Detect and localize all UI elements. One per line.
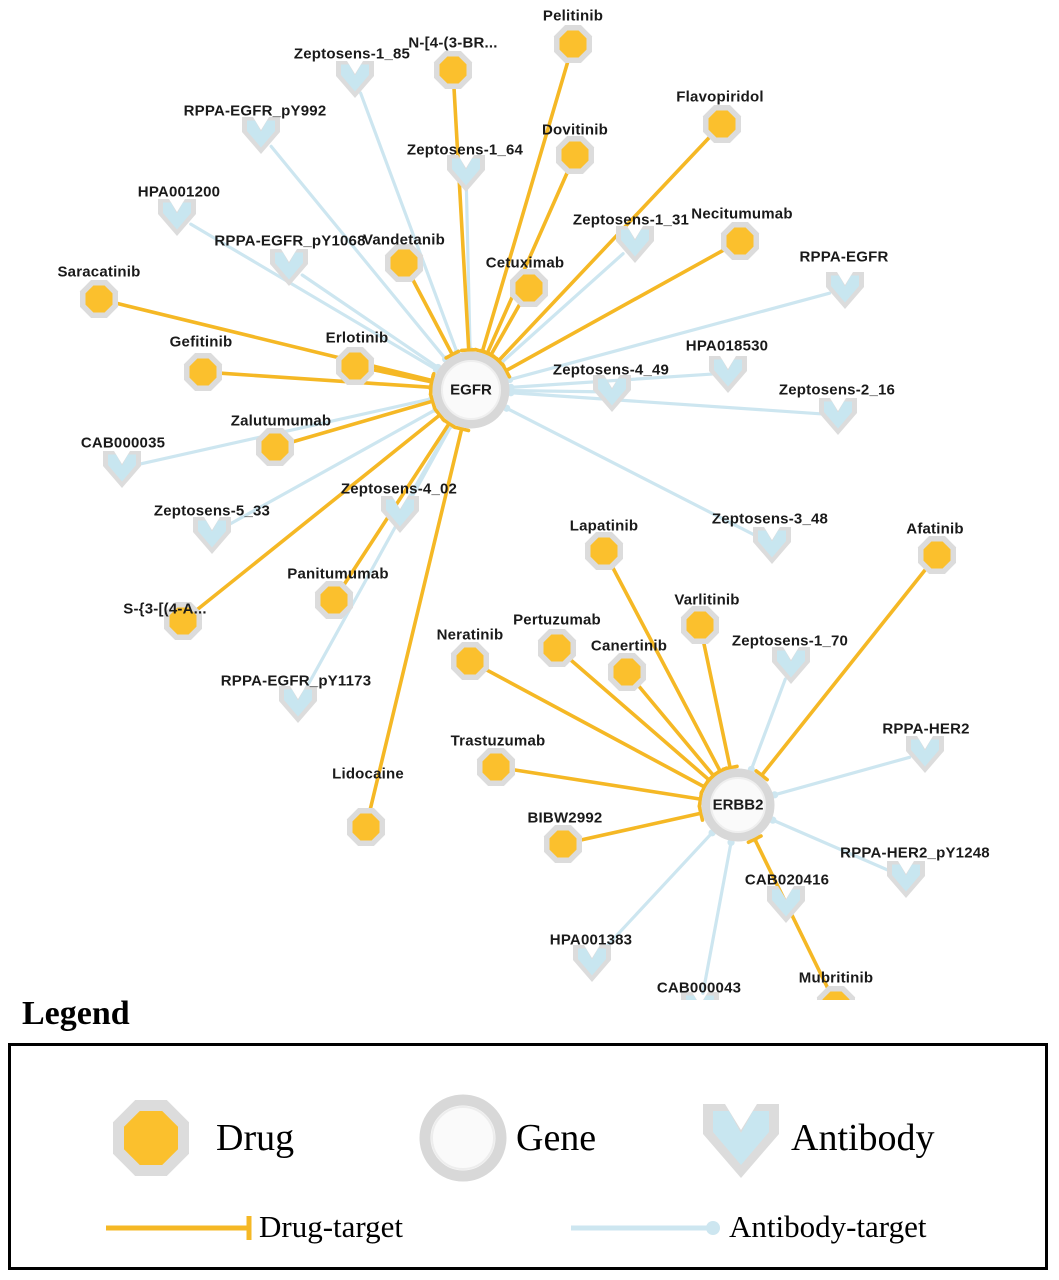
antibody-label: Zeptosens-1_70 <box>731 632 849 650</box>
antibody-node[interactable] <box>906 736 944 773</box>
drug-node[interactable] <box>256 428 294 466</box>
drug-label: Neratinib <box>436 626 504 644</box>
drug-label: Mubritinib <box>798 969 874 987</box>
drug-node[interactable] <box>703 105 741 143</box>
drug-label: N-[4-(3-BR... <box>408 34 498 52</box>
drug-node[interactable] <box>554 25 592 63</box>
legend-drug-icon <box>113 1100 189 1176</box>
antibody-label: Zeptosens-4_02 <box>340 480 458 498</box>
legend-drug-target-edge <box>106 1216 249 1240</box>
antibody-label: Zeptosens-4_49 <box>552 361 670 379</box>
drug-node[interactable] <box>538 629 576 667</box>
drug-label: Necitumumab <box>691 205 793 223</box>
antibody-label: Zeptosens-1_85 <box>293 45 411 63</box>
drug-label: Erlotinib <box>325 329 389 347</box>
antibody-label: RPPA-HER2 <box>882 720 970 738</box>
drug-node[interactable] <box>347 808 385 846</box>
legend-box <box>8 1043 1048 1270</box>
antibody-node[interactable] <box>193 517 231 554</box>
antibody-label: RPPA-EGFR <box>799 248 889 266</box>
drug-node[interactable] <box>477 748 515 786</box>
drug-label: Canertinib <box>590 637 668 655</box>
antibody-node[interactable] <box>753 527 791 564</box>
edge <box>748 679 786 773</box>
edge <box>476 59 569 353</box>
antibody-node[interactable] <box>709 356 747 393</box>
legend-label-gene: Gene <box>516 1117 597 1159</box>
antibody-label: Zeptosens-5_33 <box>153 502 271 520</box>
drug-node[interactable] <box>80 280 118 318</box>
antibody-label: RPPA-EGFR_pY1068 <box>214 232 366 250</box>
edge <box>703 839 735 994</box>
antibody-node[interactable] <box>573 945 611 982</box>
antibody-label: RPPA-EGFR_pY1173 <box>220 672 372 690</box>
antibody-label: Zeptosens-1_31 <box>572 211 690 229</box>
legend-antibody-icon <box>703 1104 779 1178</box>
drug-label: Lidocaine <box>332 765 404 783</box>
antibody-label: RPPA-EGFR_pY992 <box>183 102 327 120</box>
legend-title: Legend <box>22 995 130 1032</box>
antibody-node[interactable] <box>336 61 374 98</box>
drug-label: Trastuzumab <box>450 732 546 750</box>
drug-label: Vandetanib <box>362 231 446 249</box>
edge <box>493 136 711 366</box>
drug-node[interactable] <box>315 581 353 619</box>
drug-node[interactable] <box>918 536 956 574</box>
antibody-label: RPPA-HER2_pY1248 <box>840 844 990 862</box>
drug-label: Pelitinib <box>542 7 604 25</box>
drug-label: Gefitinib <box>169 333 233 351</box>
gene-label-erbb2: ERBB2 <box>712 796 764 814</box>
drug-node[interactable] <box>451 642 489 680</box>
antibody-label: CAB000035 <box>80 434 166 452</box>
antibody-node[interactable] <box>767 886 805 923</box>
drug-node[interactable] <box>681 606 719 644</box>
drug-node[interactable] <box>556 136 594 174</box>
antibody-label: HPA001383 <box>549 931 633 949</box>
antibody-label: HPA018530 <box>685 337 769 355</box>
drug-label: S-{3-[(4-A... <box>123 600 207 618</box>
legend-label-antibody: Antibody <box>791 1117 935 1159</box>
drug-node[interactable] <box>817 986 855 1000</box>
drug-node[interactable] <box>385 244 423 282</box>
drug-node[interactable] <box>434 51 472 89</box>
drug-node[interactable] <box>510 269 548 307</box>
drug-node[interactable] <box>184 353 222 391</box>
legend-antibody-target-edge <box>571 1221 720 1235</box>
edge <box>507 389 822 414</box>
edge <box>756 568 927 780</box>
antibody-label: CAB000043 <box>656 979 742 997</box>
drug-label: Flavopiridol <box>676 88 764 106</box>
antibody-label: HPA001200 <box>137 183 221 201</box>
antibody-node[interactable] <box>279 686 317 723</box>
drug-label: Cetuximab <box>485 254 565 272</box>
edge <box>454 86 476 350</box>
drug-node[interactable] <box>585 532 623 570</box>
drug-label: Pertuzumab <box>513 611 601 629</box>
legend-label-antibody-target: Antibody-target <box>729 1209 927 1244</box>
antibody-node[interactable] <box>447 155 485 192</box>
drug-node[interactable] <box>336 347 374 385</box>
antibody-label: Zeptosens-2_16 <box>778 381 896 399</box>
drug-node[interactable] <box>608 653 646 691</box>
drug-label: Panitumumab <box>287 565 389 583</box>
gene-label-egfr: EGFR <box>450 381 492 399</box>
drug-label: Dovitinib <box>542 121 608 139</box>
antibody-label: CAB020416 <box>744 871 830 889</box>
antibody-node[interactable] <box>270 249 308 286</box>
edge <box>637 684 719 780</box>
antibody-node[interactable] <box>826 272 864 309</box>
antibody-node[interactable] <box>819 398 857 435</box>
drug-label: Saracatinib <box>57 263 141 281</box>
antibody-node[interactable] <box>616 226 654 263</box>
antibody-node[interactable] <box>158 199 196 236</box>
antibody-node[interactable] <box>772 647 810 684</box>
antibody-node[interactable] <box>103 451 141 488</box>
legend-label-drug-target: Drug-target <box>259 1209 404 1244</box>
legend-label-drug: Drug <box>216 1117 295 1159</box>
drug-label: Zalutumumab <box>230 412 332 430</box>
drug-node[interactable] <box>544 825 582 863</box>
drug-label: BIBW2992 <box>527 809 603 827</box>
antibody-label: Zeptosens-1_64 <box>406 141 524 159</box>
antibody-node[interactable] <box>887 861 925 898</box>
antibody-label: Zeptosens-3_48 <box>711 510 829 528</box>
drug-label: Afatinib <box>906 520 964 538</box>
edge <box>512 769 702 806</box>
drug-node[interactable] <box>721 222 759 260</box>
drug-label: Varlitinib <box>674 591 740 609</box>
drug-label: Lapatinib <box>569 517 639 535</box>
edge <box>771 757 910 798</box>
legend-gene-icon <box>425 1100 501 1176</box>
